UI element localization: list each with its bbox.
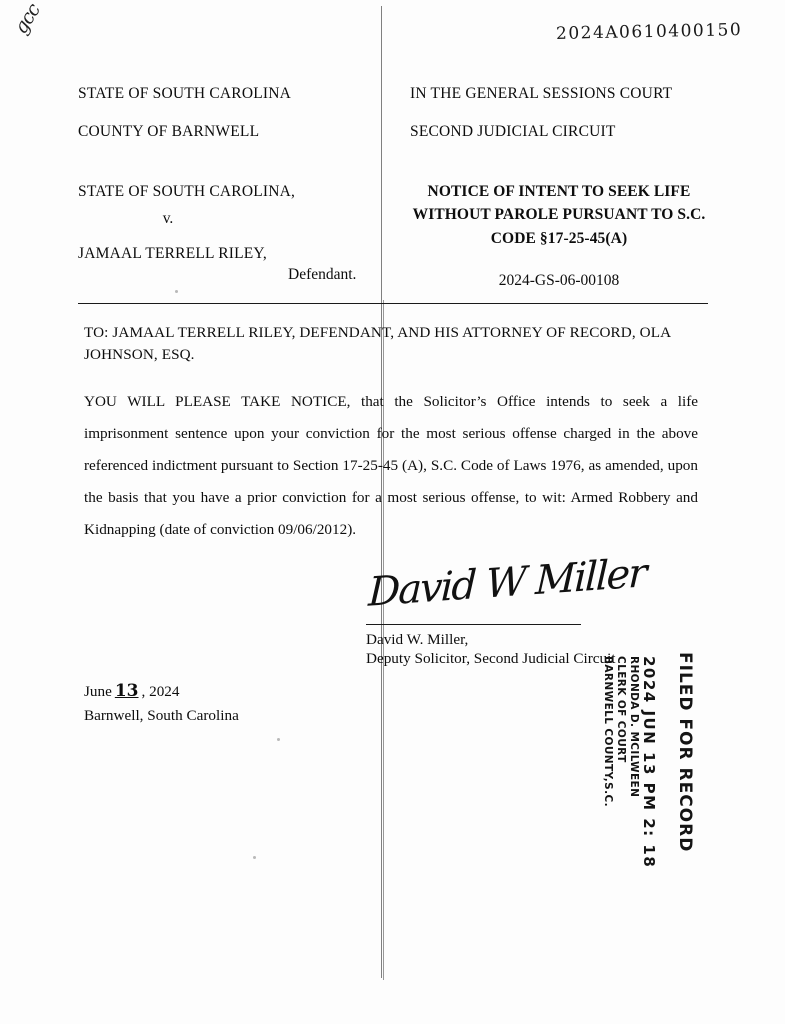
notice-body-paragraph: YOU WILL PLEASE TAKE NOTICE, that the Solicitor’s Office intends to seek a life imprisonment sentence upon your conviction for the most serious offense charged in the above referenced indictment pursuant to Section 17-25-45 (A), S.C. Code of Laws 1976, as amended, upon the basis that you have a prior conviction for a most serious offense, to wit: Armed Robbery and Kidnapping (date of conviction 09/06/2012). — [84, 393, 698, 538]
caption-state: STATE OF SOUTH CAROLINA — [78, 85, 292, 102]
scan-speck — [253, 856, 256, 859]
caption-left-column — [78, 82, 388, 290]
addressee-line: TO: JAMAAL TERRELL RILEY, DEFENDANT, AND HIS ATTORNEY OF RECORD, OLA JOHNSON, ESQ. — [84, 324, 671, 364]
stamp-filed-for-record-text: FILED FOR RECORD — [675, 652, 695, 853]
date-month: June — [84, 683, 112, 700]
caption-divider-rule — [78, 303, 708, 304]
date-year: , 2024 — [141, 683, 180, 700]
scan-speck — [277, 738, 280, 741]
caption-plaintiff: STATE OF SOUTH CAROLINA, — [78, 183, 296, 201]
caption-versus: v. — [162, 210, 174, 228]
caption-defendant-label: Defendant. — [288, 266, 357, 284]
date-location-block — [84, 678, 239, 728]
date-line — [84, 678, 239, 704]
caption-court: IN THE GENERAL SESSIONS COURT — [410, 85, 673, 102]
stamp-clerk-text: RHONDA D. MCILWEEN CLERK OF COURT BARNWELL COUNTY,S.C. — [601, 656, 640, 808]
caption-spacer-right — [410, 158, 708, 180]
handwritten-initials-mark: gcc — [9, 0, 45, 38]
scan-speck — [175, 290, 178, 293]
caption-row-header — [78, 82, 708, 290]
caption-circuit: SECOND JUDICIAL CIRCUIT — [410, 123, 616, 141]
caption-spacer — [78, 158, 378, 180]
caption-defendant-name: JAMAAL TERRELL RILEY, — [78, 245, 267, 263]
caption-right-column — [388, 82, 708, 290]
notice-title: NOTICE OF INTENT TO SEEK LIFE WITHOUT PAROLE PURSUANT TO S.C. CODE §17-25-45(A) — [412, 183, 706, 247]
case-number: 2024-GS-06-00108 — [498, 271, 620, 289]
case-caption — [78, 82, 708, 290]
date-location: Barnwell, South Carolina — [84, 707, 239, 725]
caption-county: COUNTY OF BARNWELL — [78, 123, 260, 141]
date-day-handwritten: 13 — [114, 681, 139, 701]
filed-for-record-stamp — [600, 650, 770, 869]
handwritten-case-number: 2024A0610400150 — [555, 20, 743, 44]
signature-rule — [366, 624, 581, 625]
stamp-datetime-text: 2024 JUN 13 PM 2: 18 — [640, 656, 658, 869]
signature-name: David W. Miller, — [366, 631, 469, 648]
signature-title: Deputy Solicitor, Second Judicial Circuit — [366, 650, 616, 667]
handwritten-signature: David W Miller — [367, 550, 647, 616]
